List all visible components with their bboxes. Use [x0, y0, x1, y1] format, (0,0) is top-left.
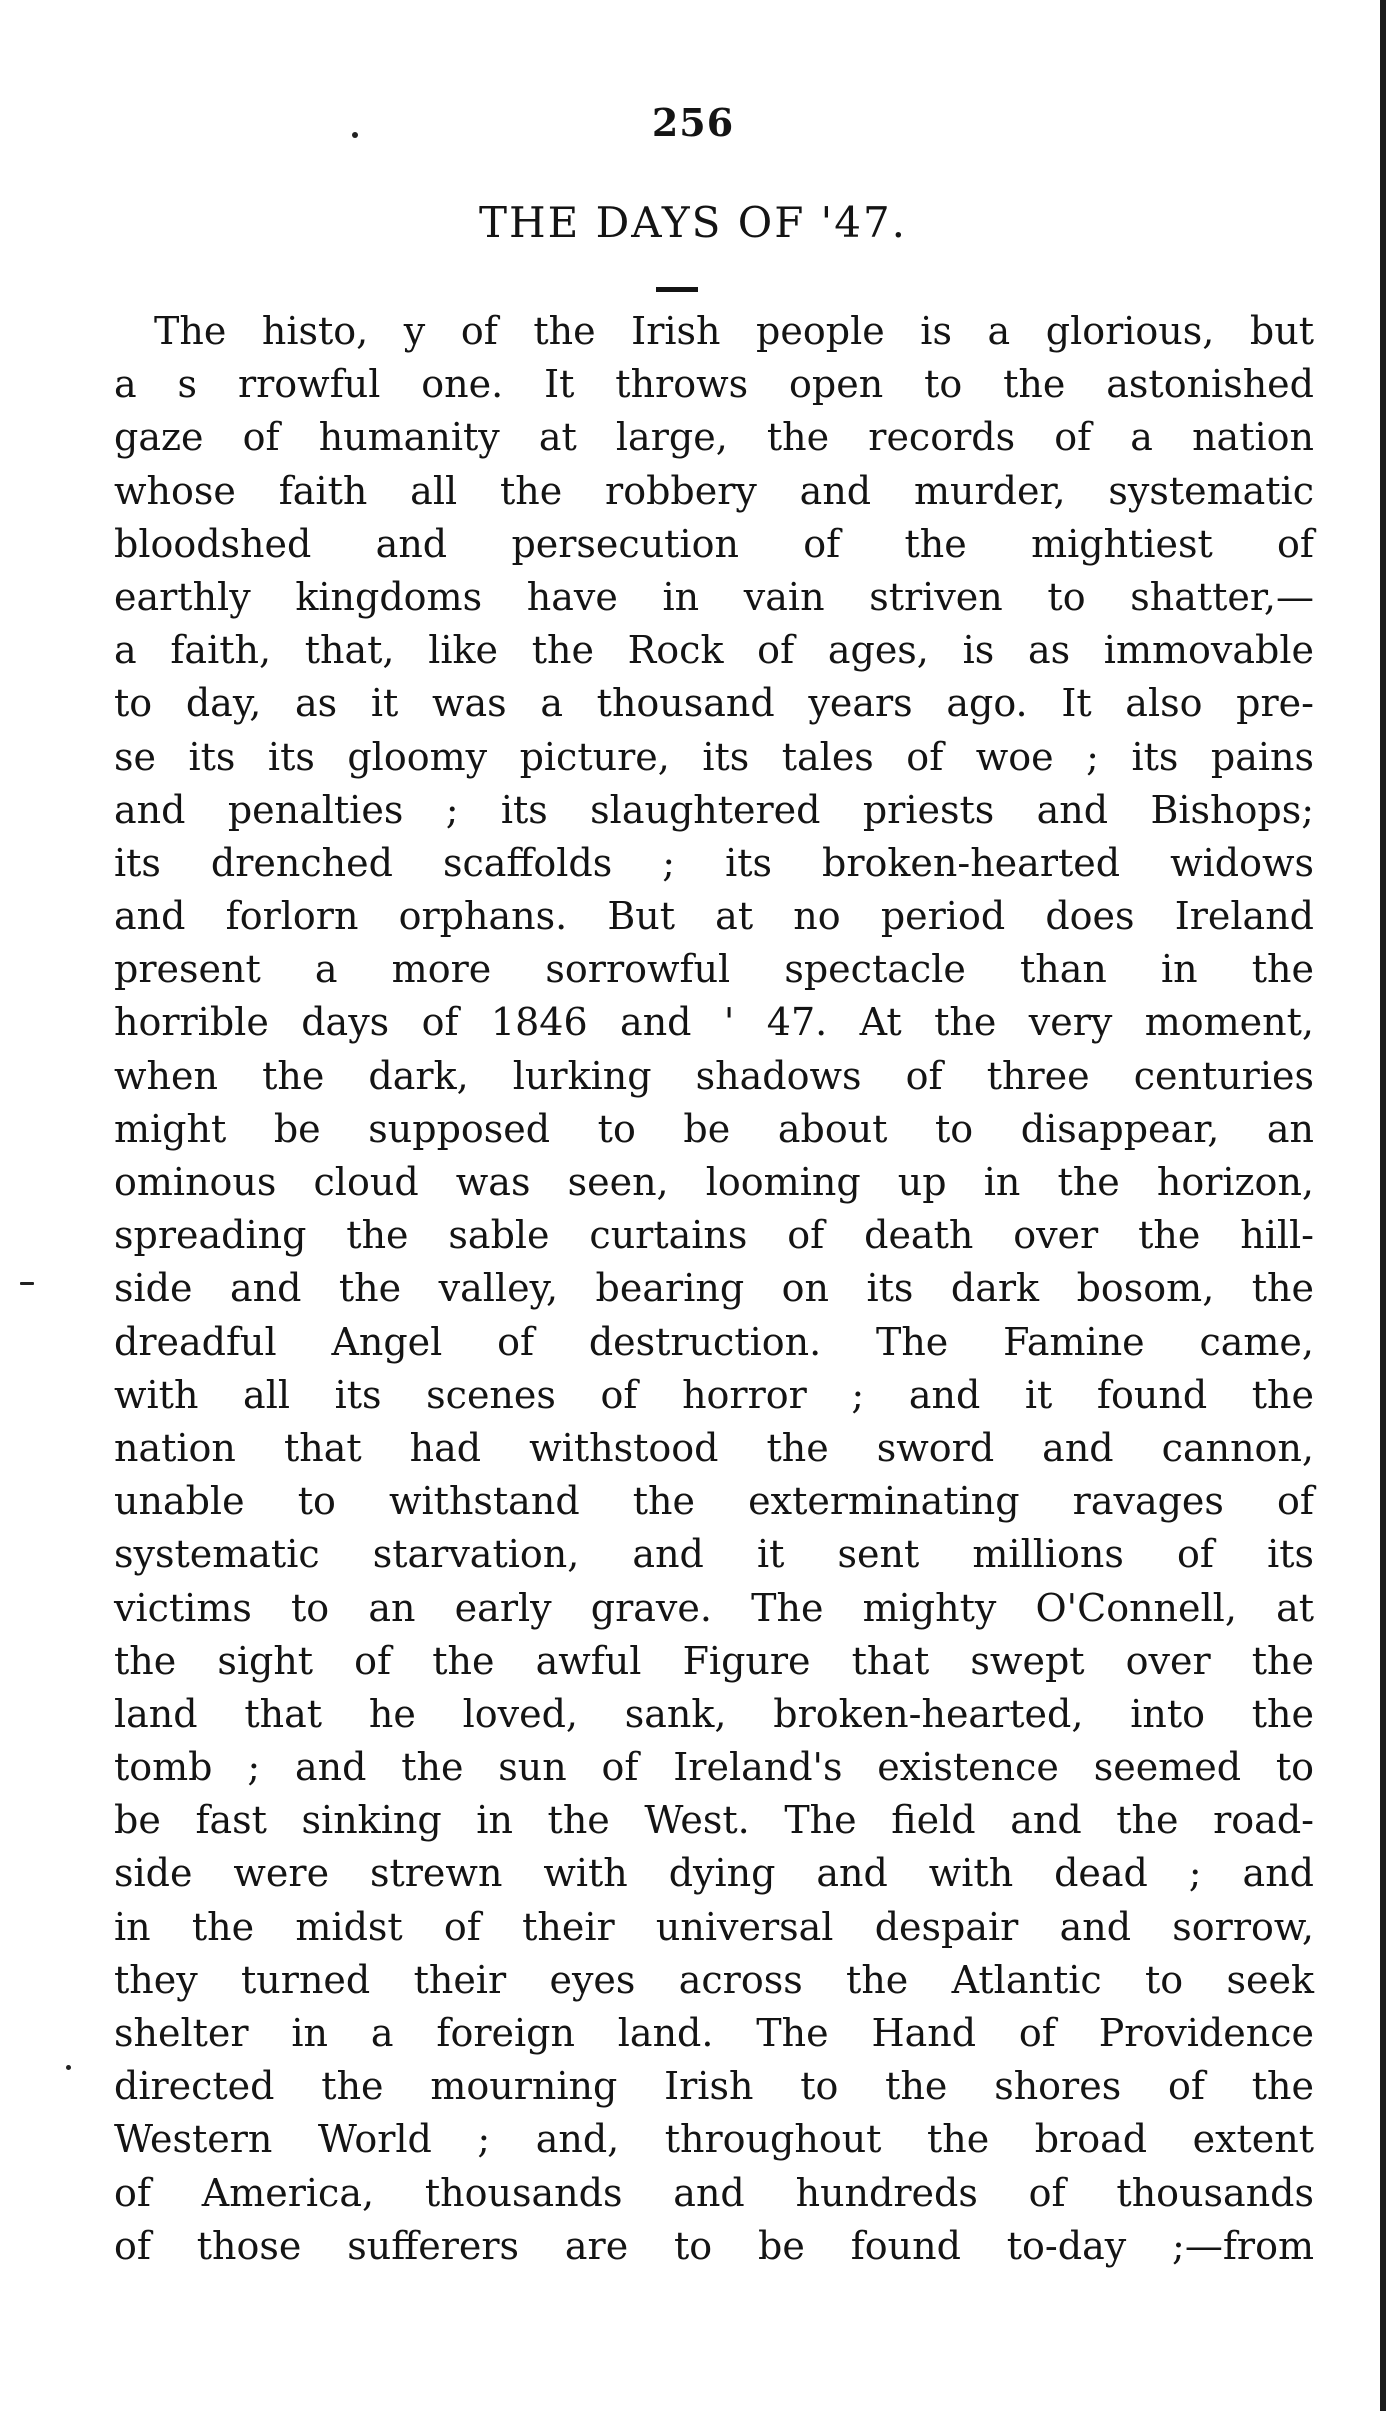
text-line: horrible days of 1846 and ' 47. At the very moment, [114, 1000, 1314, 1045]
text-line: spreading the sable curtains of death over the hill- [114, 1213, 1314, 1258]
body-paragraph [114, 305, 1314, 2273]
scan-speck [66, 2065, 71, 2070]
text-line: land that he loved, sank, broken-hearted, into the [114, 1691, 1314, 1736]
text-line: a s rrowful one. It throws open to the astonished [114, 362, 1314, 407]
text-line: side and the valley, bearing on its dark bosom, the [114, 1266, 1314, 1311]
text-line: they turned their eyes across the Atlantic to seek [114, 1957, 1314, 2002]
text-line: nation that had withstood the sword and cannon, [114, 1425, 1314, 1470]
text-line: tomb ; and the sun of Ireland's existence seemed to [114, 1745, 1314, 1790]
page-edge-shadow [1380, 0, 1386, 2411]
text-line: systematic starvation, and it sent millions of its [114, 1532, 1314, 1577]
text-line: in the midst of their universal despair and sorrow, [114, 1904, 1314, 1949]
text-line: se its its gloomy picture, its tales of woe ; its pains [114, 734, 1314, 779]
text-line: its drenched scaffolds ; its broken-hearted widows [114, 840, 1314, 885]
text-line: bloodshed and persecution of the mightiest of [114, 521, 1314, 566]
page-number: 256 [651, 100, 735, 145]
text-line: Western World ; and, throughout the broad extent [114, 2117, 1314, 2162]
text-line: earthly kingdoms have in vain striven to shatter,— [114, 574, 1314, 619]
text-line: be fast sinking in the West. The field and the road- [114, 1798, 1314, 1843]
text-line: might be supposed to be about to disappear, an [114, 1106, 1314, 1151]
text-line: unable to withstand the exterminating ravages of [114, 1479, 1314, 1524]
text-line: gaze of humanity at large, the records of a nation [114, 415, 1314, 460]
text-line: shelter in a foreign land. The Hand of Providence [114, 2011, 1314, 2055]
text-line: present a more sorrowful spectacle than in the [114, 947, 1314, 992]
text-line: victims to an early grave. The mighty O'Connell, at [114, 1585, 1314, 1630]
text-line: directed the mourning Irish to the shores of the [114, 2064, 1314, 2109]
text-line: when the dark, lurking shadows of three centuries [114, 1053, 1314, 1098]
text-line: side were strewn with dying and with dead ; and [114, 1851, 1314, 1896]
chapter-title: THE DAYS OF '47. [478, 198, 908, 247]
text-line: of those sufferers are to be found to-day ;—from [114, 2223, 1314, 2268]
text-line: with all its scenes of horror ; and it found the [114, 1372, 1314, 1417]
text-line: whose faith all the robbery and murder, systematic [114, 468, 1314, 513]
text-line: dreadful Angel of destruction. The Famine came, [114, 1319, 1314, 1364]
text-line: ominous cloud was seen, looming up in the horizon, [114, 1160, 1314, 1204]
text-line: of America, thousands and hundreds of thousands [114, 2170, 1314, 2215]
text-line: The histo, y of the Irish people is a glorious, but [154, 309, 1314, 353]
text-line: and forlorn orphans. But at no period does Ireland [114, 894, 1314, 939]
text-line: the sight of the awful Figure that swept over the [114, 1638, 1314, 1683]
scan-speck [20, 1282, 34, 1285]
text-line: and penalties ; its slaughtered priests and Bishops; [114, 787, 1314, 832]
title-divider [656, 287, 698, 292]
text-line: a faith, that, like the Rock of ages, is as immovable [114, 628, 1314, 673]
text-line: to day, as it was a thousand years ago. It also pre- [114, 681, 1314, 726]
